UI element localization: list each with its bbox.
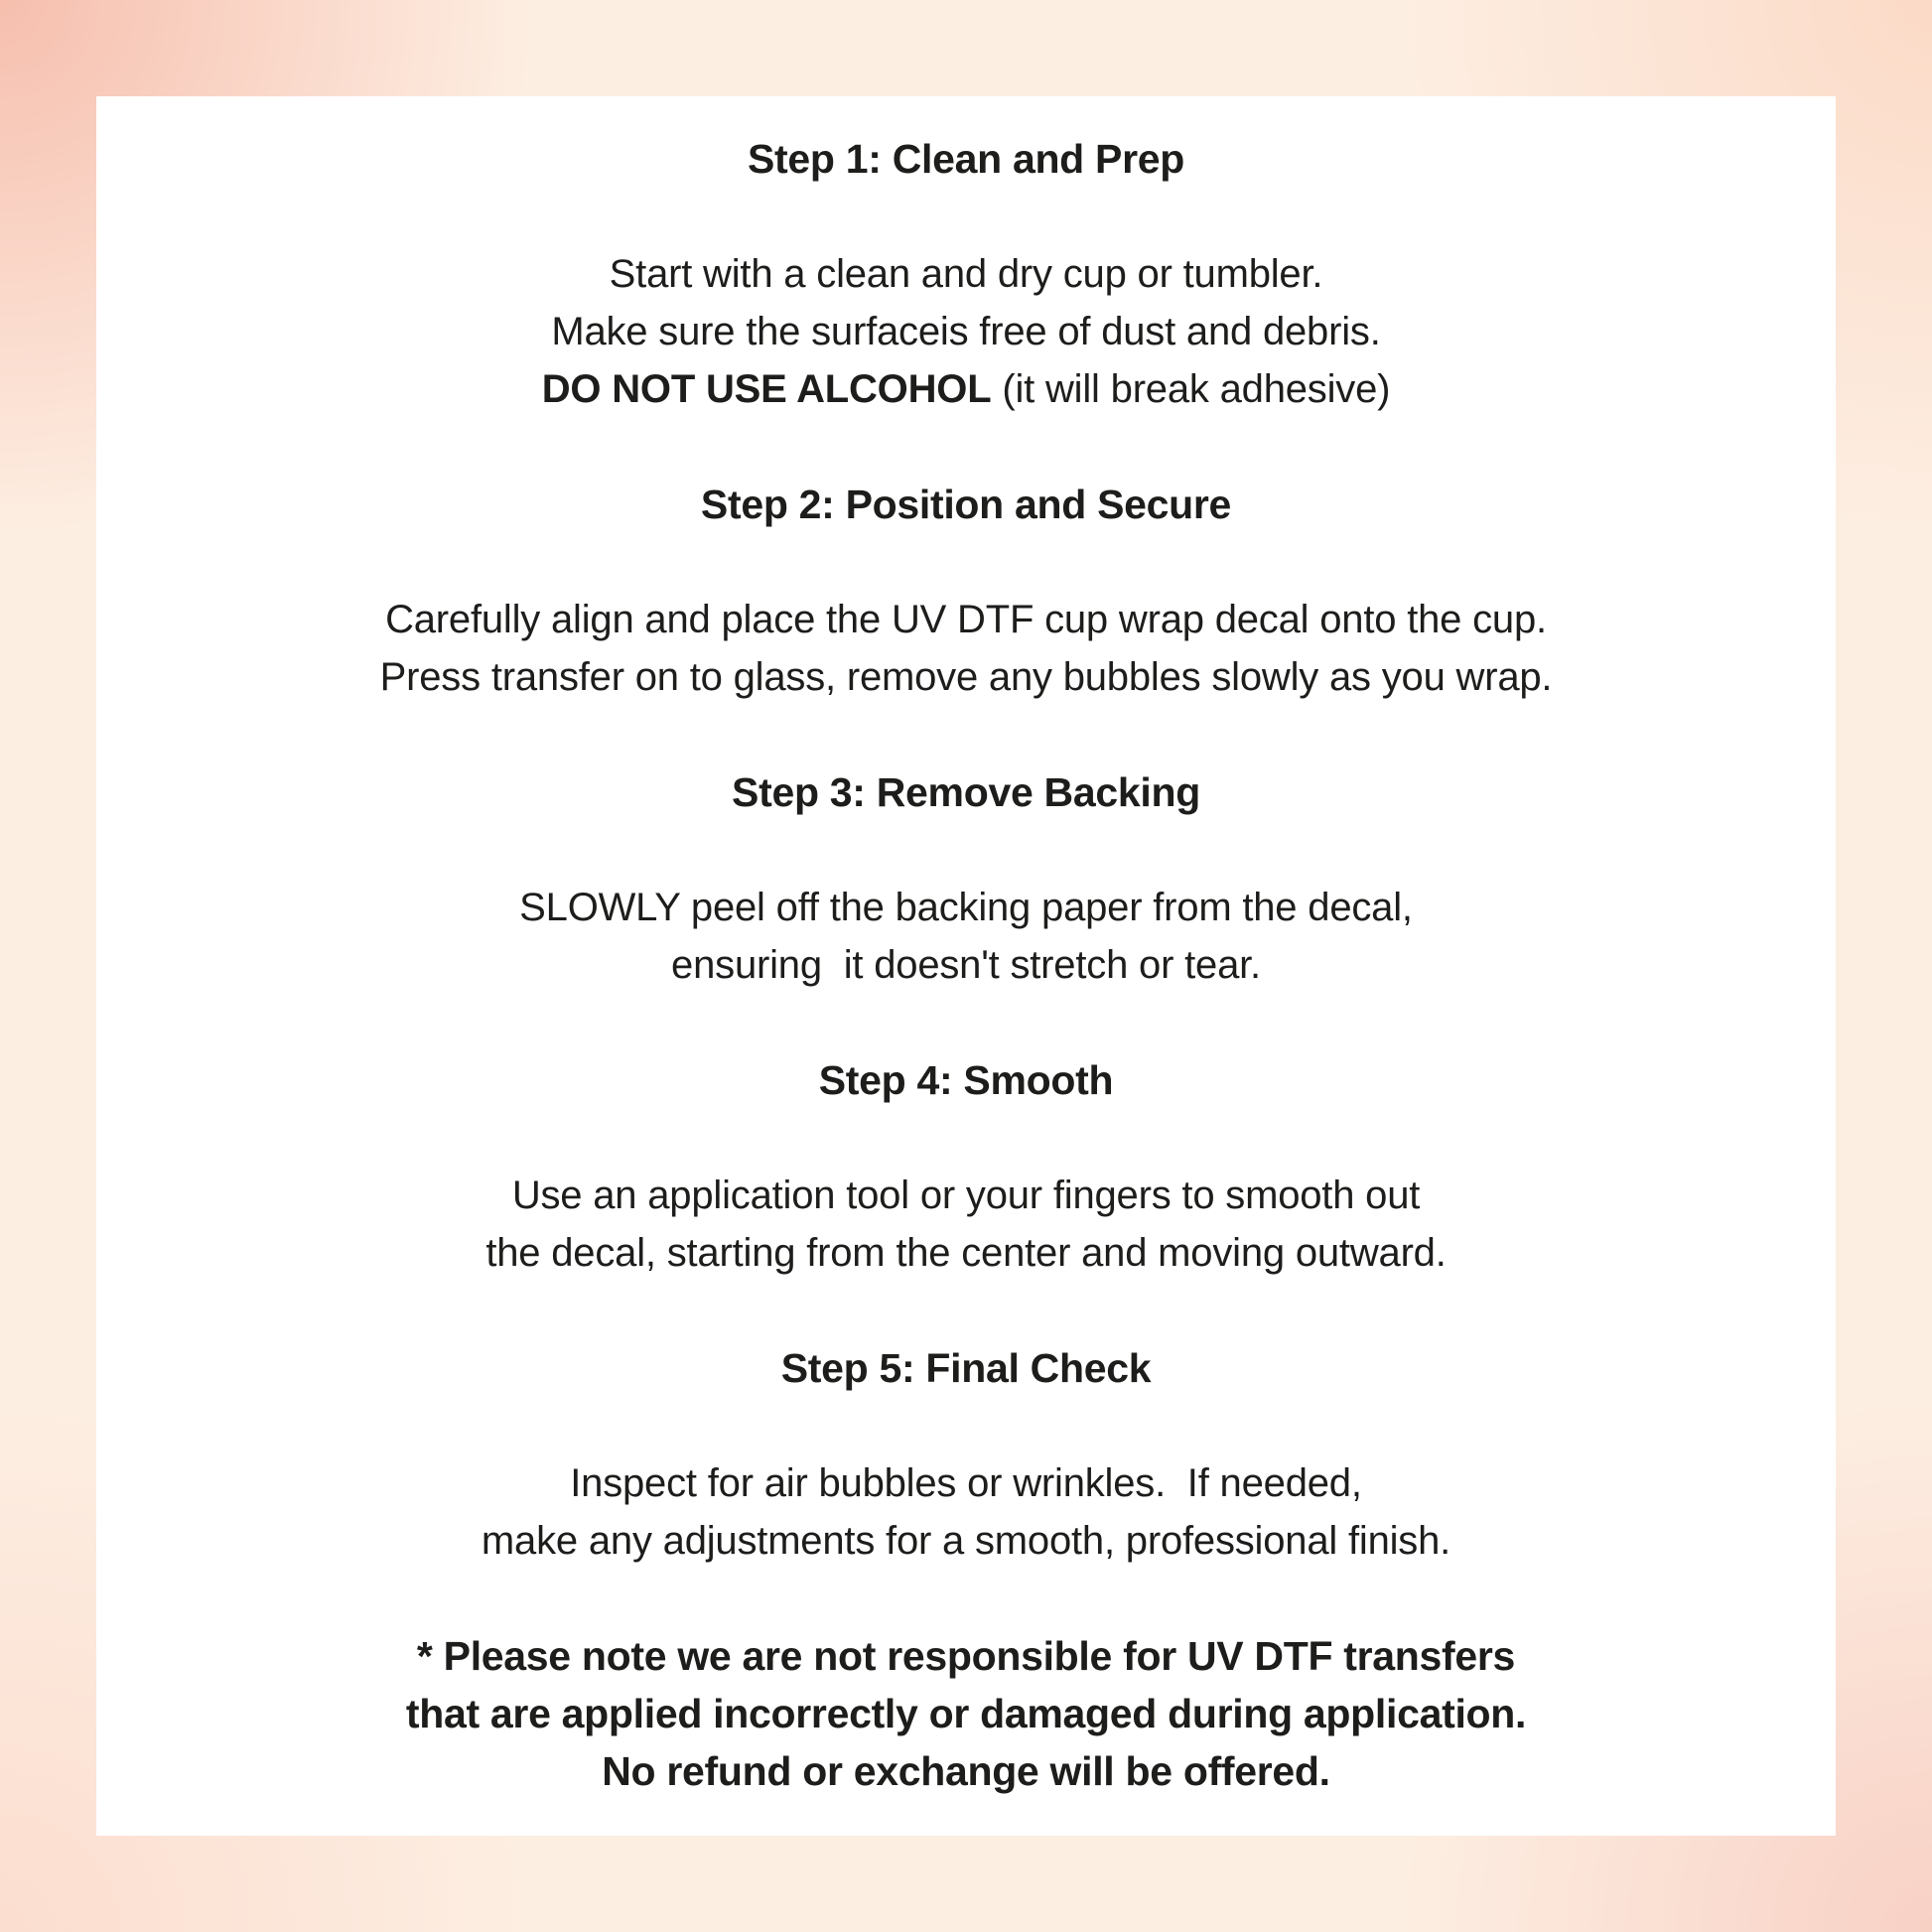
step-1-line-1: Start with a clean and dry cup or tumbler. xyxy=(609,252,1323,296)
disclaimer-line-2: that are applied incorrectly or damaged during application. xyxy=(405,1691,1527,1736)
step-1-heading: Step 1: Clean and Prep xyxy=(748,136,1184,182)
step-4-heading: Step 4: Smooth xyxy=(818,1057,1114,1103)
alcohol-warning-rest: (it will break adhesive) xyxy=(991,367,1391,411)
step-1-line-2: Make sure the surfaceis free of dust and debris. xyxy=(551,310,1381,353)
step-2-section xyxy=(96,476,1836,706)
step-1-line-3 xyxy=(96,360,1836,418)
step-5-line-1: Inspect for air bubbles or wrinkles. If needed, xyxy=(570,1461,1362,1505)
step-1-section xyxy=(96,130,1836,418)
instruction-card xyxy=(96,96,1836,1836)
step-3-section xyxy=(96,763,1836,994)
disclaimer-line-1: * Please note we are not responsible for UV DTF transfers xyxy=(416,1633,1516,1679)
step-3-line-2: ensuring it doesn't stretch or tear. xyxy=(671,943,1261,987)
step-2-line-2: Press transfer on to glass, remove any bubbles slowly as you wrap. xyxy=(379,655,1553,699)
disclaimer-section xyxy=(96,1627,1836,1800)
step-3-line-1: SLOWLY peel off the backing paper from the decal, xyxy=(519,886,1413,929)
step-4-line-2: the decal, starting from the center and moving outward. xyxy=(485,1231,1447,1275)
step-2-heading: Step 2: Position and Secure xyxy=(700,482,1232,527)
step-2-line-1: Carefully align and place the UV DTF cup wrap decal onto the cup. xyxy=(385,598,1547,641)
step-4-section xyxy=(96,1051,1836,1282)
step-5-line-2: make any adjustments for a smooth, professional finish. xyxy=(481,1519,1451,1563)
step-4-line-1: Use an application tool or your fingers to smooth out xyxy=(511,1173,1421,1217)
disclaimer-line-3: No refund or exchange will be offered. xyxy=(602,1748,1330,1794)
alcohol-warning-bold: DO NOT USE ALCOHOL xyxy=(541,367,992,411)
step-3-heading: Step 3: Remove Backing xyxy=(732,769,1200,815)
instruction-content xyxy=(96,130,1836,1800)
step-5-section xyxy=(96,1339,1836,1570)
step-5-heading: Step 5: Final Check xyxy=(780,1345,1152,1391)
